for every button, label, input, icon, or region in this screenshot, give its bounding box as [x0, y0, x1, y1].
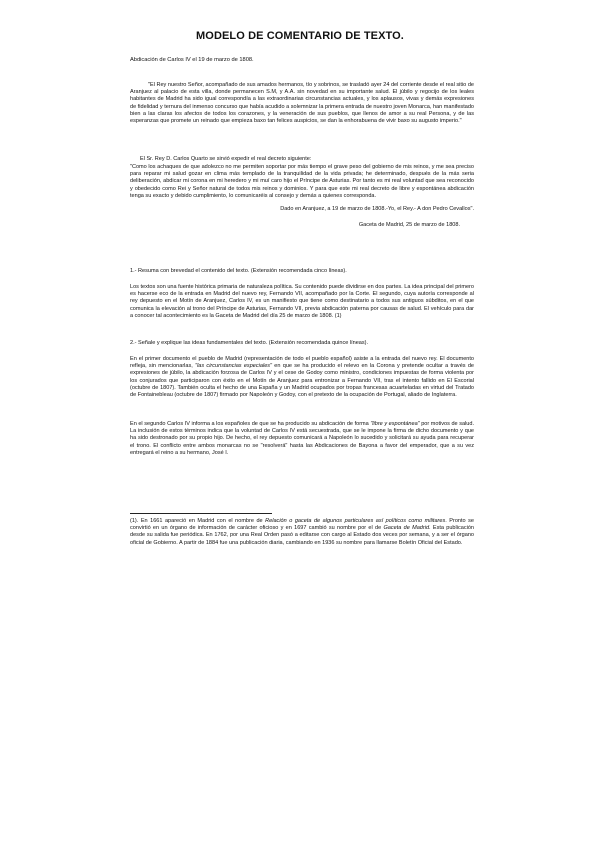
source-text-1: "El Rey nuestro Señor, acompañado de sus amados hermanos, tío y sobrinos, se trasladó ayer 24 del corriente desde el real sitio de Aranjuez al palacio de esta villa, donde permanecen S.M, y A.A. sin novedad en su importante salud. El júbilo y regocijo de los leales habitantes de Madrid ha sido igual correspondía a las extraordinarias circunstancias actuales, y los aplausos, vivas y demás expresiones de fidelidad y ternura del inmenso concurso que había acudido a solemnizar la primera entrada de nuestro joven Monarca, han manifestado bien a las claras los afectos de todos los corazones, y la veneración de sus pueblos, que llenos de amor a su real Persona, y de las esperanzas que promete un reinado que empieza baxo tan felices auspicios, se dan la enhorabuena de vivir baxo su augusto imperio."	[130, 82, 474, 125]
footnote-text-a: (1). En 1661 apareció en Madrid con el nombre de	[130, 518, 266, 524]
question-2: 2.- Señale y explique las ideas fundamentales del texto. (Extensión recomendada quince líneas).	[130, 340, 369, 346]
answer-1: Los textos son una fuente histórica primaria de naturaleza política. Su contenido puede dividirse en dos partes. La idea principal del primero es hacerse eco de la entrada en Madrid del nuevo rey, Fernando VII, acompañado por la Corte. El segundo, cuya autoría corresponde al rey depuesto en el Motín de Aranjuez, Carlos IV, es un manifiesto que tiene como destinatario a todos sus antiguos súbditos, en el que comunica la elevación al trono del Príncipe de Asturias, Fernando VII, previa abdicación paterna por causas de salud. El vehículo para dar a conocer tal acontecimiento es la Gaceta de Madrid del día 25 de marzo de 1808. (1)	[130, 284, 474, 319]
answer-2-p2-quote: "libre y espontánea"	[370, 421, 420, 427]
footnote-text-b: . Pronto se convirtió en un órgano de información de carácter oficioso y en 1697 cambió su nombre por el de	[130, 518, 475, 532]
document-subtitle: Abdicación de Carlos IV el 19 de marzo de 1808.	[130, 57, 254, 63]
answer-2-p2-text-b: por motivos de salud. La inclusión de estos términos indica que la voluntad de Carlos IV está secuestrada, que se le impone la firma de dicho documento y que ha sido destronado por su propio hijo. De hecho, el rey depuesto comunicará a Napoleón lo sucedido y solicitará su ayuda para recuperar el trono. El conflicto entre ambos monarcas no se "resolverá" hasta las Abdicaciones de Bayona a favor del emperador, que a su vez entregará el reino a su hermano, José I.	[130, 421, 474, 456]
question-1: 1.- Resuma con brevedad el contenido del texto. (Extensión recomendada cinco líneas).	[130, 268, 347, 274]
document-title: MODELO DE COMENTARIO DE TEXTO.	[196, 30, 404, 42]
footnote-gazette-italic: Gaceta de Madrid	[383, 525, 430, 532]
source-citation: Gaceta de Madrid, 25 de marzo de 1808.	[358, 222, 460, 228]
answer-2-paragraph-1	[130, 356, 474, 399]
answer-2-p1-text-a: En el primer documento el pueblo de Madrid (representación de todo el pueblo español) asiste a la entrada del nuevo rey. El documento refleja, sin mencionarlas,	[130, 356, 474, 370]
answer-2-p1-quote: "las circunstancias especiales"	[195, 363, 273, 370]
footnote-title-italic: Relación o gaceta de algunos particulares así políticos como militares	[265, 518, 446, 524]
answer-2-paragraph-2	[130, 421, 474, 457]
source-text-2-signature: Dado en Aranjuez, a 19 de marzo de 1808.-Yo, el Rey.- A don Pedro Cevallos".	[280, 206, 474, 212]
answer-2-p2-text-a: En el segundo Carlos IV informa a los españoles de que se ha producido su abdicación de forma	[130, 421, 371, 427]
source-text-2-intro: El Sr. Rey D. Carlos Quarto se sirvió expedir el real decreto siguiente:	[140, 156, 312, 162]
footnote-text-c: . Esta publicación desde su salida fue periódica. En 1762, por una Real Orden pasó a editarse con cargo al Estado dos veces por semana, y a ser el órgano oficial de Gobierno. A partir de 1884 fue una publicación diaria, cambiando en 1936 su nombre para llamarse Boletín Oficial del Estado.	[130, 525, 474, 546]
answer-2-p1-text-b: en que se ha producido el relevo en la Corona y pretende ocultar a través de expresiones de júbilo, la abdicación forzosa de Carlos IV y el cese de Godoy como ministro, condiciones impuestas de forma violenta por los conjurados que participaron con éxito en el Motín de Aranjuez para entronizar a Fernando VII, tras el intento fallido en El Escorial (octubre de 1807). También oculta el hecho de una España y un Madrid ocupados por tropas francesas acuarteladas en virtud del Tratado de Fontainebleau (octubre de 1807) firmado por Napoleón y Godoy, con el pretexto de la ocupación de Portugal, aliado de Inglaterra.	[130, 363, 474, 399]
footnote	[130, 518, 474, 547]
footnote-divider	[130, 513, 272, 514]
source-text-2-body: "Como los achaques de que adolezco no me permiten soportar por más tiempo el grave peso del gobierno de mis reinos, y me sea preciso para reparar mi salud gozar en clima más templado de la tranquilidad de la vida privada; he determinado, después de la más seria deliberación, abdicar mi corona en mi heredero y mi muí caro hijo el Príncipe de Asturias. Por tanto es mi real voluntad que sea reconocido y obedecido como Rei y Señor natural de todos mis reinos y dominios. Y para que este mi real decreto de libre y espontánea abdicación tenga su exacto y debido cumplimiento, lo comunicaréis al consejo y demás a quienes corresponda.	[130, 164, 474, 199]
